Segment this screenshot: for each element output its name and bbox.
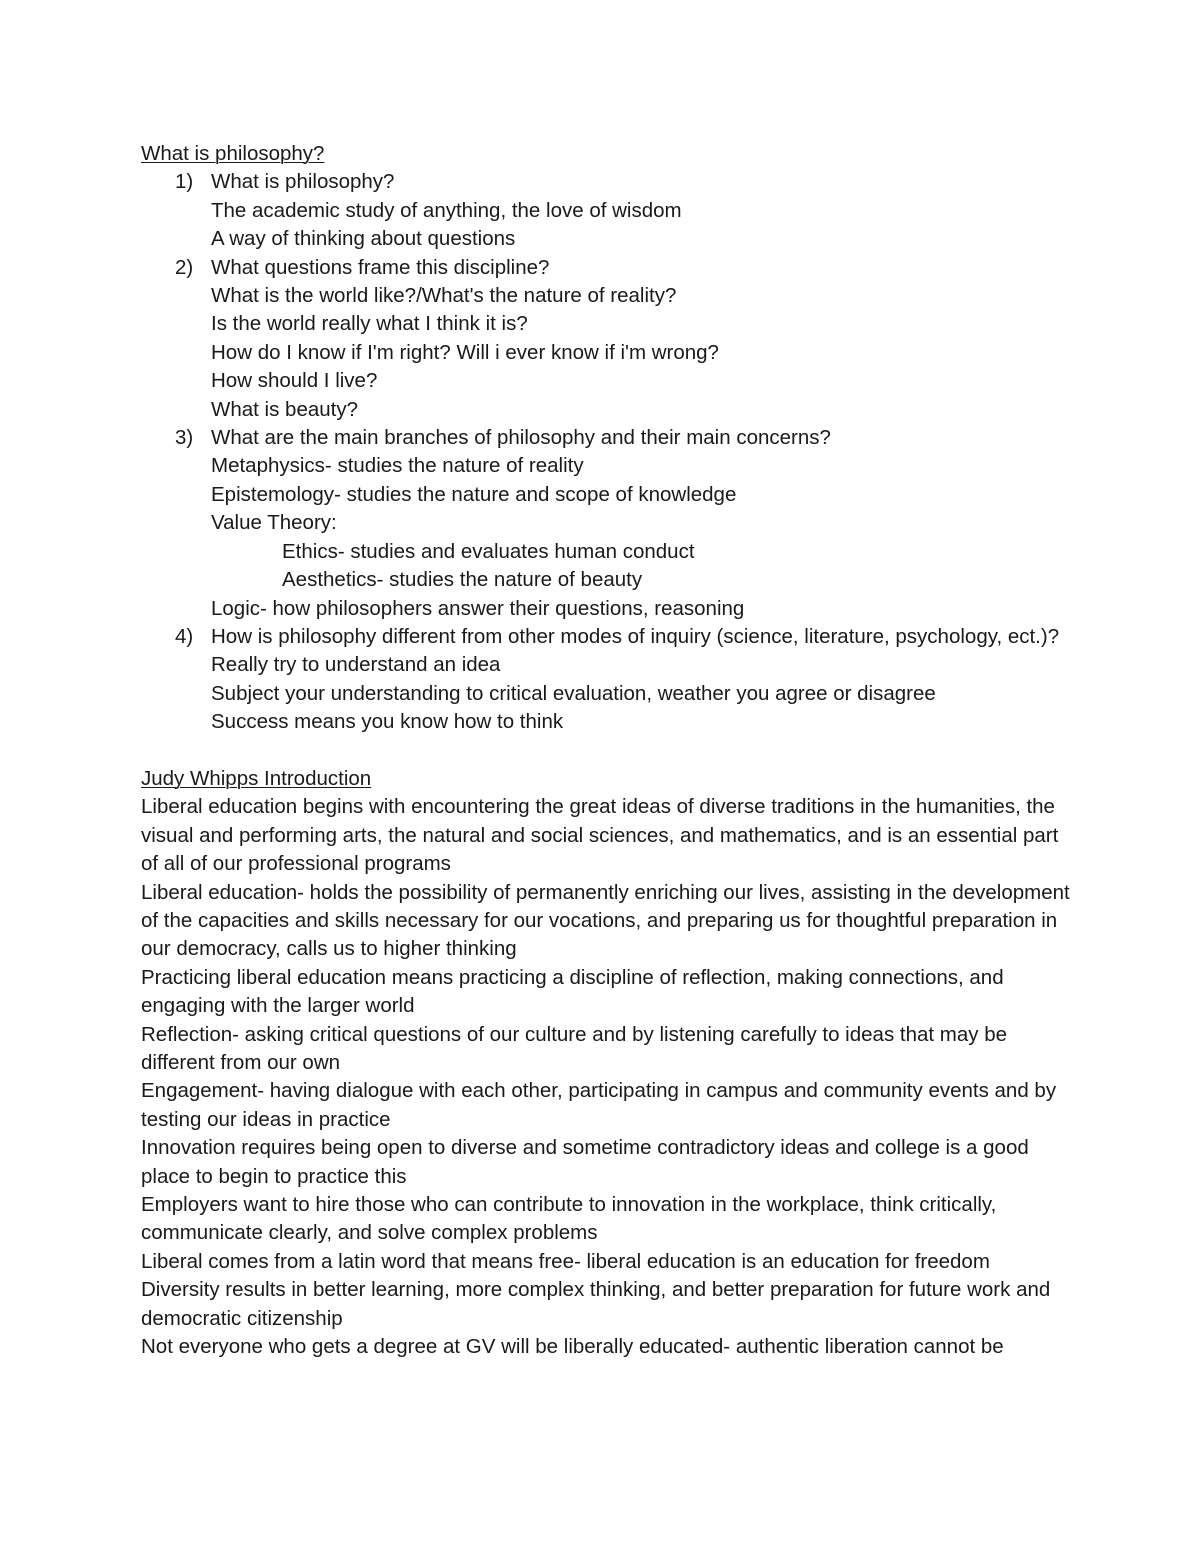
list-item <box>141 424 1071 623</box>
answer-line: Metaphysics- studies the nature of reality <box>211 454 584 478</box>
notes-body <box>141 793 1071 1361</box>
answer-line: Is the world really what I think it is? <box>211 312 528 336</box>
section-heading-philosophy: What is philosophy? <box>141 142 325 165</box>
sub-answer-line: Aesthetics- studies the nature of beauty <box>282 568 643 592</box>
answer-line: What is beauty? <box>211 397 358 421</box>
sub-answer-line: Ethics- studies and evaluates human conduct <box>282 539 695 563</box>
note-paragraph: Liberal education- holds the possibility of permanently enriching our lives, assisting in the development of the capacities and skills necessary for our vocations, and preparing us for thoughtful preparation in our democracy, calls us to higher thinking <box>141 880 1070 961</box>
list-number: 3) <box>175 426 194 450</box>
answer-line: Logic- how philosophers answer their questions, reasoning <box>211 596 745 620</box>
document-page <box>141 140 1071 1361</box>
list-item <box>141 254 1071 424</box>
question-text: What are the main branches of philosophy and their main concerns? <box>211 426 831 450</box>
question-list <box>141 168 1071 736</box>
answer-line: Subject your understanding to critical evaluation, weather you agree or disagree <box>211 681 936 705</box>
list-number: 1) <box>175 170 194 194</box>
list-item <box>141 168 1071 253</box>
answer-line: The academic study of anything, the love of wisdom <box>211 198 682 222</box>
answer-line: Epistemology- studies the nature and scope of knowledge <box>211 482 737 506</box>
blank-line <box>141 737 1071 765</box>
note-paragraph: Diversity results in better learning, more complex thinking, and better preparation for future work and democratic citizenship <box>141 1278 1051 1330</box>
question-text: What questions frame this discipline? <box>211 255 550 279</box>
answer-line: Value Theory: <box>211 511 337 535</box>
list-number: 4) <box>175 624 194 648</box>
answer-line: How should I live? <box>211 369 378 393</box>
question-text: What is philosophy? <box>211 170 395 194</box>
answer-line: Success means you know how to think <box>211 710 564 734</box>
section-heading-whipps: Judy Whipps Introduction <box>141 766 372 790</box>
list-number: 2) <box>175 255 194 279</box>
answer-line: Really try to understand an idea <box>211 653 501 677</box>
answer-line: A way of thinking about questions <box>211 227 516 251</box>
note-paragraph: Employers want to hire those who can contribute to innovation in the workplace, think critically, communicate clearly, and solve complex problems <box>141 1193 997 1245</box>
note-paragraph: Liberal education begins with encountering the great ideas of diverse traditions in the humanities, the visual and performing arts, the natural and social sciences, and mathematics, and is an essential part of all of our professional programs <box>141 795 1059 876</box>
note-paragraph: Engagement- having dialogue with each other, participating in campus and community events and by testing our ideas in practice <box>141 1079 1057 1131</box>
note-paragraph: Reflection- asking critical questions of our culture and by listening carefully to ideas that may be different from our own <box>141 1022 1008 1074</box>
question-text: How is philosophy different from other modes of inquiry (science, literature, psychology, ect.)? <box>211 624 1060 648</box>
list-item <box>141 623 1071 737</box>
note-paragraph: Not everyone who gets a degree at GV will be liberally educated- authentic liberation cannot be <box>141 1335 1004 1359</box>
note-paragraph: Liberal comes from a latin word that means free- liberal education is an education for freedom <box>141 1249 990 1273</box>
answer-line: What is the world like?/What's the nature of reality? <box>211 284 677 308</box>
answer-line: How do I know if I'm right? Will i ever know if i'm wrong? <box>211 340 719 364</box>
note-paragraph: Innovation requires being open to diverse and sometime contradictory ideas and college is a good place to begin to practice this <box>141 1136 1029 1188</box>
note-paragraph: Practicing liberal education means practicing a discipline of reflection, making connections, and engaging with the larger world <box>141 965 1004 1018</box>
